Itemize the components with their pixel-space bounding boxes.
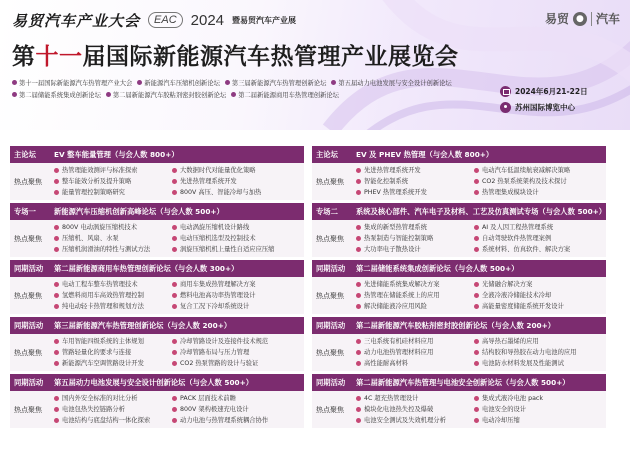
bullet-icon [172, 236, 177, 241]
section-header [312, 146, 606, 163]
forum-item: 第三届新能源汽车热管理创新论坛 [225, 78, 326, 87]
bullet-icon [474, 236, 479, 241]
bullet-icon [474, 396, 479, 401]
section-title: 第二届新能源汽车胶粘剂密封胶创新论坛（与会人数 200+） [356, 320, 556, 330]
topic-text: CO2 热泵系统架构及技术探讨 [482, 177, 567, 185]
section-label: 热点聚焦 [14, 234, 42, 243]
topic-text: 高能量密度储能系统开发设计 [482, 302, 564, 310]
topic-text: 管路轻量化的要求与连接 [62, 348, 132, 356]
section-tag: 同期活动 [14, 320, 44, 330]
section-label: 热点聚焦 [316, 291, 344, 300]
topic-item [356, 337, 474, 347]
topic-text: 热管理能效测评与标准探索 [62, 166, 138, 174]
topic-item [356, 166, 474, 176]
topic-item [356, 359, 474, 369]
topic-text: 集成式液冷电池 pack [482, 394, 544, 402]
section-tag: 主论坛 [316, 149, 338, 159]
topic-text: 电动涡旋压缩机设计路线 [180, 223, 250, 231]
bullet-icon [356, 396, 361, 401]
topic-text: 压缩机、风扇、水泵 [62, 234, 119, 242]
bullet-icon [54, 304, 59, 309]
bullet-icon [356, 361, 361, 366]
bullet-icon [356, 225, 361, 230]
section-title: 第二届新能源商用车热管理创新论坛（与会人数 300+） [54, 263, 239, 273]
topic-text: CO2 热泵管路的设计与验证 [180, 359, 259, 367]
bullet-icon [474, 418, 479, 423]
topic-text: 高性能耐高材料 [364, 359, 409, 367]
section-tag: 同期活动 [14, 263, 44, 273]
topic-text: 4C 超充热管理设计 [364, 394, 419, 402]
section-header [10, 317, 304, 334]
title-post: 届国际新能源汽车热管理产业展览会 [82, 44, 459, 70]
bullet-icon [356, 236, 361, 241]
topic-text: 大数据时代对能量优化策略 [180, 166, 256, 174]
topic-text: 压缩机润滑油的特性与测试方法 [62, 245, 151, 253]
topic-item [474, 302, 604, 312]
forum-item: 新能源汽车压缩机创新论坛 [137, 78, 220, 87]
topic-text: 动力电池与热管理系统耦合协作 [180, 416, 269, 424]
topic-text: 全液冷液冷储能技术冷却 [482, 291, 552, 299]
topic-text: 集成的新型热管理系统 [364, 223, 427, 231]
forum-list [12, 78, 482, 99]
topic-item [54, 359, 172, 369]
bullet-icon [172, 282, 177, 287]
topic-item [172, 280, 302, 290]
topic-text: 能量管理控制策略研究 [62, 188, 125, 196]
logo-eac: EAC [148, 12, 183, 28]
section-header [312, 203, 606, 220]
topic-text: 800V 电动涡旋压缩机技术 [62, 223, 137, 231]
section-title: EV 整车能量管理（与会人数 800+） [54, 149, 179, 159]
topic-item [474, 234, 604, 244]
bullet-icon [172, 361, 177, 366]
topic-list [54, 163, 304, 200]
topic-item [474, 394, 604, 404]
section-tag: 同期活动 [316, 320, 346, 330]
brand-icon: ● [573, 12, 587, 26]
bullet-icon [54, 168, 59, 173]
bullet-icon [54, 236, 59, 241]
topic-list [356, 277, 606, 314]
topic-item [172, 359, 302, 369]
bullet-icon [356, 418, 361, 423]
logo-subtitle: 暨易贸汽车产业展 [232, 15, 297, 25]
topic-item [54, 302, 172, 312]
topic-item [172, 245, 302, 255]
event-venue: 苏州国际博览中心 [500, 102, 612, 113]
section-body [312, 334, 606, 371]
topic-text: 商用车集成热管理解决方案 [180, 280, 256, 288]
forum-item: 第二届新能源商用车热管理创新论坛 [231, 90, 339, 99]
bullet-icon [356, 247, 361, 252]
topic-text: 大功率电子散热设计 [364, 245, 421, 253]
header-banner [0, 0, 630, 130]
section-title: 第五届动力电池发展与安全设计创新论坛（与会人数 500+） [54, 377, 254, 387]
section-tag: 专场二 [316, 206, 338, 216]
section-label: 热点聚焦 [316, 177, 344, 186]
topic-list [356, 163, 606, 200]
topic-item [474, 245, 604, 255]
topic-item [356, 416, 474, 426]
event-date: 2024年6月21-22日 [500, 86, 612, 97]
topic-text: 电池安全测试及失效机理分析 [364, 416, 446, 424]
topic-text: PACK 层面技术前瞻 [180, 394, 236, 402]
bullet-icon [356, 304, 361, 309]
page-title [12, 38, 459, 71]
bullet-icon [474, 407, 479, 412]
topic-list [356, 334, 606, 371]
topic-list [54, 391, 304, 428]
bullet-icon [172, 418, 177, 423]
section-label: 热点聚焦 [14, 177, 42, 186]
section-header [10, 260, 304, 277]
forum-bullet-icon [106, 92, 111, 97]
section-tag: 主论坛 [14, 149, 36, 159]
bullet-icon [474, 304, 479, 309]
section-label: 热点聚焦 [316, 348, 344, 357]
bullet-icon [172, 190, 177, 195]
section-body [312, 277, 606, 314]
brand-name: 易贸 [544, 12, 569, 26]
topic-item [474, 348, 604, 358]
bullet-icon [474, 247, 479, 252]
bullet-icon [356, 407, 361, 412]
bullet-icon [54, 282, 59, 287]
topic-item [54, 234, 172, 244]
section-label: 热点聚焦 [316, 405, 344, 414]
topic-text: 电池防水材料发展及性能测试 [482, 359, 564, 367]
bullet-icon [54, 396, 59, 401]
bullet-icon [172, 293, 177, 298]
topic-text: 复合工况下冷却系统设计 [180, 302, 250, 310]
section-header [312, 260, 606, 277]
topic-item [54, 337, 172, 347]
section-label: 热点聚焦 [14, 405, 42, 414]
agenda-left-column [10, 146, 304, 431]
section-body [10, 391, 304, 428]
topic-text: 热管理在储能系统上的应用 [364, 291, 440, 299]
topic-item [356, 234, 474, 244]
topic-text: 冷却管路设计及连接件技术规范 [180, 337, 269, 345]
bullet-icon [172, 339, 177, 344]
section-title: 系统及核心部件、汽车电子及材料、工艺及仿真测试专场（与会人数 500+） [356, 206, 606, 216]
topic-list [54, 334, 304, 371]
topic-item [54, 280, 172, 290]
forum-item: 第二届储能系统集成创新论坛 [12, 90, 101, 99]
topic-item [172, 416, 302, 426]
topic-text: 结构胶和导热胶在动力电池的应用 [482, 348, 577, 356]
bullet-icon [54, 190, 59, 195]
topic-text: 电动汽车低温续航衰减解决策略 [482, 166, 571, 174]
section-label: 热点聚焦 [14, 348, 42, 357]
topic-text: 动力电池热管理材料应用 [364, 348, 434, 356]
topic-list [356, 391, 606, 428]
bullet-icon [474, 339, 479, 344]
bullet-icon [474, 225, 479, 230]
bullet-icon [172, 407, 177, 412]
bullet-icon [172, 168, 177, 173]
topic-item [356, 245, 474, 255]
topic-text: 光储融合解决方案 [482, 280, 533, 288]
topic-text: 新能源汽车空调管路设计开发 [62, 359, 144, 367]
topic-text: 先进热管理系统开发 [364, 166, 421, 174]
bullet-icon [172, 396, 177, 401]
topic-item [356, 291, 474, 301]
topic-item [54, 245, 172, 255]
bullet-icon [54, 247, 59, 252]
event-logo [12, 8, 296, 32]
topic-text: 先进热管理系统开发 [180, 177, 237, 185]
bullet-icon [474, 168, 479, 173]
topic-item [172, 188, 302, 198]
topic-item [54, 188, 172, 198]
topic-item [54, 177, 172, 187]
topic-item [356, 302, 474, 312]
topic-text: AI 及人因工程热管理系统 [482, 223, 554, 231]
topic-text: 电池包热失控链路分析 [62, 405, 125, 413]
section-body [10, 220, 304, 257]
section-header [312, 374, 606, 391]
topic-text: 电动冷却压缩 [482, 416, 520, 424]
topic-text: 电池结构与底盘结构一体化探索 [62, 416, 151, 424]
topic-text: 800V 架构极速充电设计 [180, 405, 249, 413]
bullet-icon [54, 407, 59, 412]
topic-item [172, 223, 302, 233]
topic-text: 热管理集成模块设计 [482, 188, 539, 196]
topic-item [356, 223, 474, 233]
bullet-icon [54, 350, 59, 355]
bullet-icon [356, 190, 361, 195]
section-body [312, 391, 606, 428]
topic-item [356, 280, 474, 290]
brand-logo [545, 10, 620, 27]
topic-item [172, 177, 302, 187]
topic-item [54, 405, 172, 415]
forum-bullet-icon [12, 92, 17, 97]
section-title: 第二届储能系统集成创新论坛（与会人数 500+） [356, 263, 519, 273]
bullet-icon [474, 179, 479, 184]
bullet-icon [172, 247, 177, 252]
forum-bullet-icon [225, 80, 230, 85]
topic-item [172, 348, 302, 358]
section-body [10, 277, 304, 314]
section-title: 第三届新能源汽车热管理创新论坛（与会人数 200+） [54, 320, 232, 330]
bullet-icon [474, 293, 479, 298]
topic-item [474, 405, 604, 415]
topic-item [474, 416, 604, 426]
bullet-icon [54, 179, 59, 184]
topic-item [172, 234, 302, 244]
topic-list [54, 277, 304, 314]
section-title: 新能源汽车压缩机创新高峰论坛（与会人数 500+） [54, 206, 224, 216]
brand-divider [591, 12, 592, 26]
topic-item [356, 394, 474, 404]
section-title: EV 及 PHEV 热管理（与会人数 800+） [356, 149, 494, 159]
topic-item [474, 166, 604, 176]
topic-item [172, 337, 302, 347]
forum-bullet-icon [331, 80, 336, 85]
topic-list [54, 220, 304, 257]
topic-list [356, 220, 606, 257]
topic-item [54, 291, 172, 301]
topic-item [474, 280, 604, 290]
topic-text: 电动压缩机选型及控制技术 [180, 234, 256, 242]
topic-text: 先进储能系统集成解决方案 [364, 280, 440, 288]
topic-item [54, 394, 172, 404]
topic-item [54, 416, 172, 426]
topic-item [474, 223, 604, 233]
section-label: 热点聚焦 [14, 291, 42, 300]
topic-text: 国内外安全标准的对比分析 [62, 394, 138, 402]
topic-item [474, 291, 604, 301]
bullet-icon [172, 179, 177, 184]
bullet-icon [356, 293, 361, 298]
topic-item [54, 223, 172, 233]
topic-item [356, 348, 474, 358]
forum-item: 第五届动力电池发展与安全设计创新论坛 [331, 78, 451, 87]
topic-text: 自动驾驶软件热管理案例 [482, 234, 552, 242]
topic-text: 涡旋压缩机机上量性自适应应压缩 [180, 245, 275, 253]
topic-text: 整车能效分析及提升策略 [62, 177, 132, 185]
bullet-icon [54, 293, 59, 298]
forum-item: 第二届新能源汽车胶粘剂密封胶创新论坛 [106, 90, 226, 99]
section-body [10, 163, 304, 200]
agenda-right-column [312, 146, 606, 431]
section-tag: 同期活动 [316, 377, 346, 387]
topic-text: 氢燃料商用车高效热管理控制 [62, 291, 144, 299]
topic-text: 智能化控制系统 [364, 177, 409, 185]
topic-text: 高导热石墨烯的应用 [482, 337, 539, 345]
topic-item [172, 302, 302, 312]
bullet-icon [356, 282, 361, 287]
bullet-icon [356, 339, 361, 344]
section-header [10, 146, 304, 163]
topic-item [54, 166, 172, 176]
section-label: 热点聚焦 [316, 234, 344, 243]
bullet-icon [54, 361, 59, 366]
bullet-icon [172, 350, 177, 355]
section-tag: 同期活动 [316, 263, 346, 273]
topic-text: 系统材料、仿真软件、解决方案 [482, 245, 571, 253]
logo-script: 易贸汽车产业大会 [12, 11, 141, 30]
logo-year: 2024 [190, 11, 225, 29]
section-body [312, 220, 606, 257]
topic-text: 解决储能液冷应用风险 [364, 302, 427, 310]
forum-bullet-icon [12, 80, 17, 85]
topic-item [474, 337, 604, 347]
bullet-icon [474, 282, 479, 287]
calendar-icon [500, 86, 511, 97]
topic-text: 电动工程车整车热管理技术 [62, 280, 138, 288]
topic-item [172, 394, 302, 404]
topic-item [356, 405, 474, 415]
topic-text: 车用智能四级系统的主体规划 [62, 337, 144, 345]
topic-item [172, 405, 302, 415]
section-body [10, 334, 304, 371]
topic-item [172, 291, 302, 301]
topic-text: 热泵制造与智能控制策略 [364, 234, 434, 242]
bullet-icon [356, 350, 361, 355]
topic-item [474, 188, 604, 198]
section-header [10, 203, 304, 220]
bullet-icon [172, 225, 177, 230]
topic-item [474, 359, 604, 369]
section-tag: 同期活动 [14, 377, 44, 387]
topic-text: 燃料电池高功率热管理设计 [180, 291, 256, 299]
forum-item: 第十一届国际新能源汽车热管理产业大会 [12, 78, 132, 87]
bullet-icon [54, 339, 59, 344]
topic-item [356, 177, 474, 187]
event-info [500, 86, 612, 118]
section-body [312, 163, 606, 200]
topic-text: 纯电动轻卡热管理和规划方法 [62, 302, 144, 310]
bullet-icon [474, 190, 479, 195]
topic-item [172, 166, 302, 176]
brand-sub-name: 汽车 [595, 12, 620, 26]
location-pin-icon [500, 102, 511, 113]
title-pre: 第 [12, 44, 36, 70]
forum-bullet-icon [137, 80, 142, 85]
section-tag: 专场一 [14, 206, 36, 216]
topic-text: 模块化电池热失控及爆破 [364, 405, 434, 413]
bullet-icon [474, 361, 479, 366]
bullet-icon [54, 418, 59, 423]
bullet-icon [356, 168, 361, 173]
bullet-icon [54, 225, 59, 230]
topic-item [474, 177, 604, 187]
bullet-icon [356, 179, 361, 184]
bullet-icon [172, 304, 177, 309]
topic-text: 800V 高压、智能冷却与加热 [180, 188, 262, 196]
topic-text: PHEV 热管理系统开发 [364, 188, 427, 196]
topic-item [54, 348, 172, 358]
bullet-icon [474, 350, 479, 355]
topic-text: 电池安全的设计 [482, 405, 527, 413]
topic-text: 冷却管路布局与压力管理 [180, 348, 250, 356]
section-title: 第二届新能源汽车热管理与电池安全创新论坛（与会人数 500+） [356, 377, 570, 387]
title-number: 十一 [35, 44, 83, 70]
topic-item [356, 188, 474, 198]
section-header [10, 374, 304, 391]
forum-bullet-icon [231, 92, 236, 97]
topic-text: 三电系统有机硅材料应用 [364, 337, 434, 345]
section-header [312, 317, 606, 334]
